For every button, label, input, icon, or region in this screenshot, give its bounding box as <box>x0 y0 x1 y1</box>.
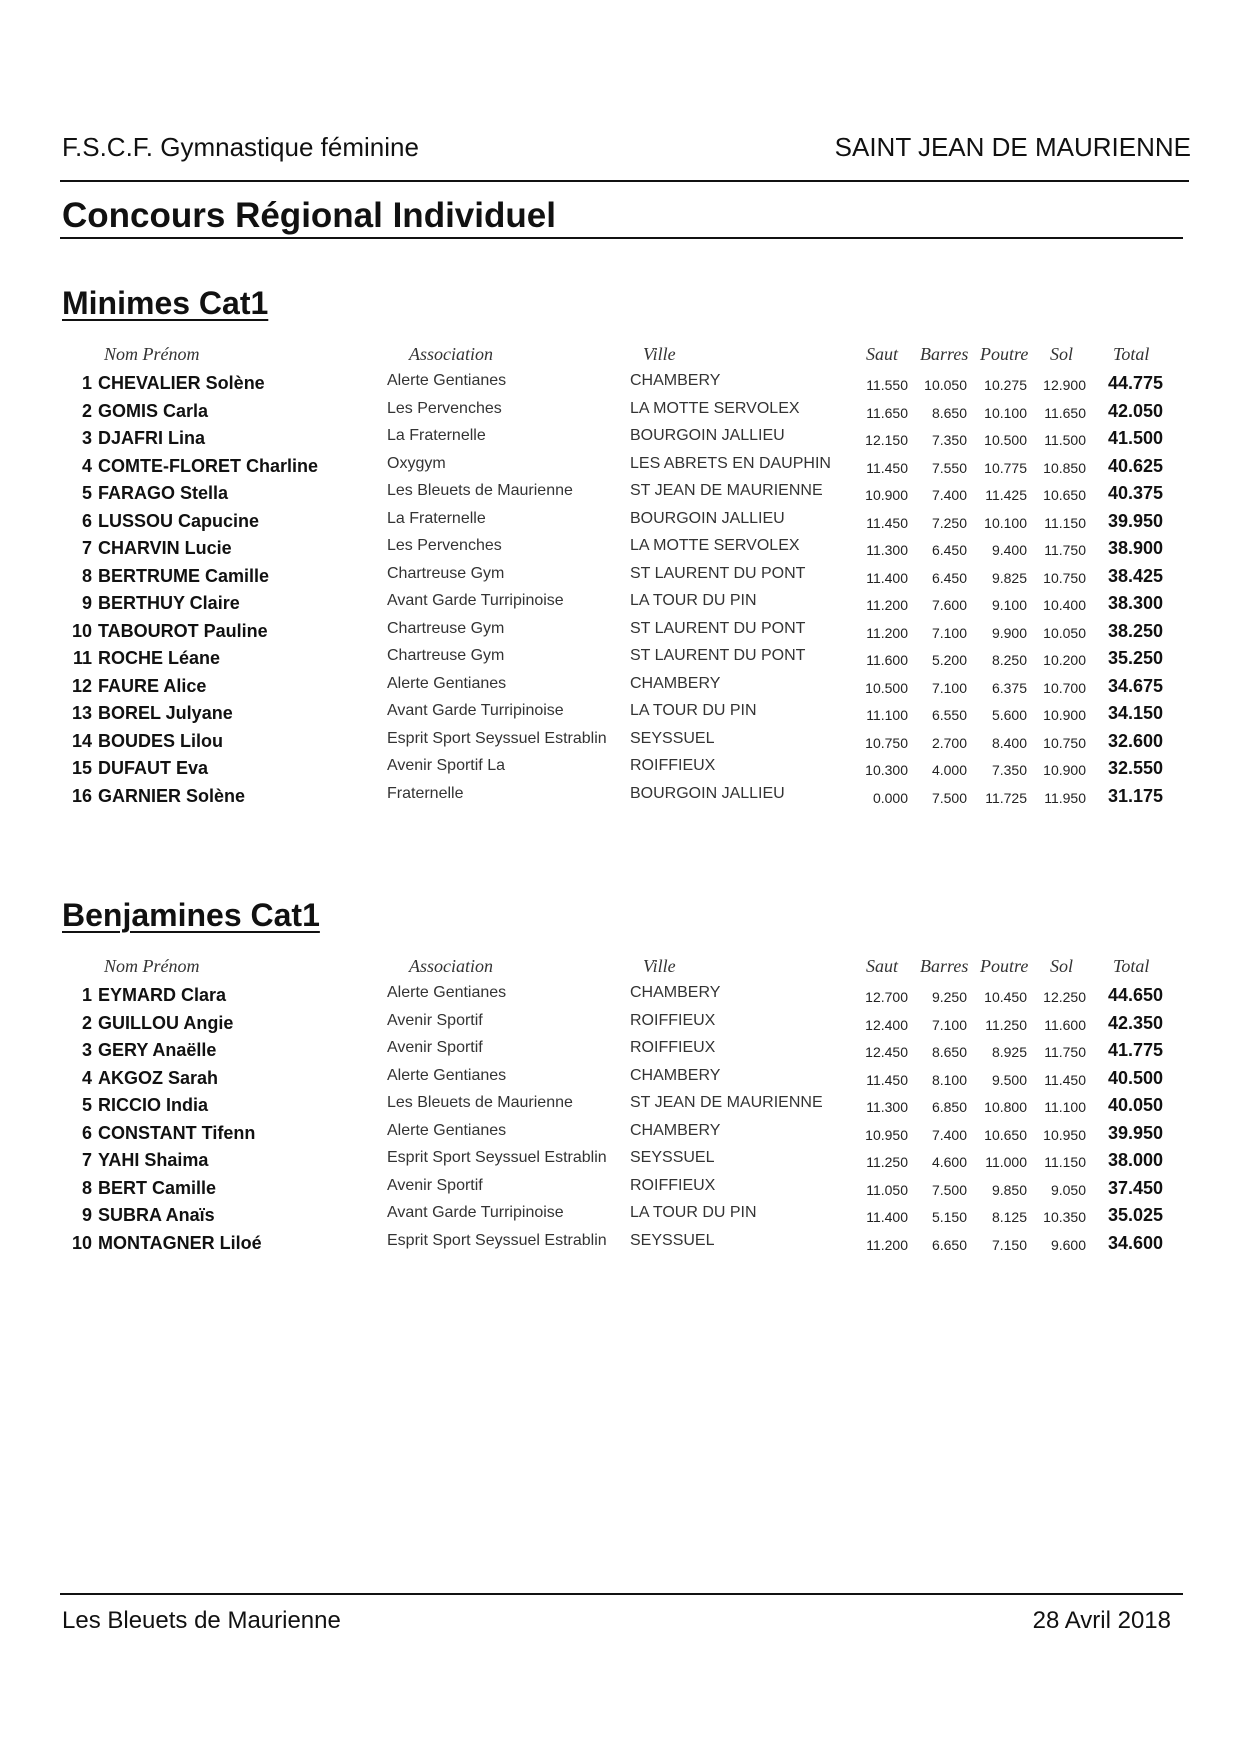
cell-sol: 10.750 <box>1043 734 1086 751</box>
cell-poutre: 7.350 <box>991 762 1027 778</box>
table-row <box>0 589 1241 619</box>
cell-poutre: 6.375 <box>991 679 1027 696</box>
cell-saut: 11.200 <box>866 597 908 613</box>
cell-barres: 4.600 <box>931 1154 967 1170</box>
footer-club: Les Bleuets de Maurienne <box>62 1607 341 1634</box>
cell-ville: ROIFFIEUX <box>630 1176 716 1194</box>
cell-total: 42.350 <box>1107 1012 1163 1033</box>
cell-name: GARNIER Solène <box>98 785 246 806</box>
cell-name: RICCIO India <box>98 1095 209 1115</box>
cell-name: COMTE-FLORET Charline <box>98 455 318 476</box>
cell-ville: ST LAURENT DU PONT <box>630 564 806 582</box>
cell-name: CONSTANT Tifenn <box>98 1122 256 1143</box>
cell-saut: 11.200 <box>866 624 908 641</box>
cell-sol: 10.750 <box>1043 569 1086 586</box>
section-title: Minimes Cat1 <box>62 285 269 321</box>
cell-rank: 3 <box>81 1040 92 1060</box>
cell-barres: 8.650 <box>931 1044 967 1060</box>
cell-sol: 11.600 <box>1044 1016 1086 1033</box>
cell-assoc: Avenir Sportif La <box>387 757 505 774</box>
cell-sol: 11.950 <box>1044 789 1086 806</box>
cell-saut: 11.300 <box>866 542 908 558</box>
cell-total: 39.950 <box>1107 510 1163 531</box>
cell-poutre: 10.275 <box>984 377 1027 393</box>
cell-rank: 9 <box>81 593 92 613</box>
cell-ville: BOURGOIN JALLIEU <box>630 427 785 444</box>
table-row <box>0 782 1241 812</box>
cell-sol: 10.400 <box>1043 597 1086 613</box>
cell-total: 41.775 <box>1107 1040 1163 1060</box>
cell-saut: 10.900 <box>865 487 908 503</box>
column-header-name: Nom Prénom <box>104 344 200 364</box>
cell-barres: 7.100 <box>931 1016 967 1033</box>
cell-sol: 10.950 <box>1043 1126 1086 1143</box>
cell-assoc: Les Bleuets de Maurienne <box>387 1094 573 1111</box>
cell-assoc: Avenir Sportif <box>387 1039 483 1056</box>
cell-rank: 6 <box>81 1122 92 1143</box>
cell-total: 37.450 <box>1107 1177 1163 1198</box>
cell-poutre: 8.400 <box>991 734 1027 751</box>
header-rule <box>60 180 1189 182</box>
cell-name: DJAFRI Lina <box>98 428 206 448</box>
section-title: Benjamines Cat1 <box>62 897 320 933</box>
cell-barres: 9.250 <box>931 989 967 1005</box>
cell-barres: 7.100 <box>931 679 967 696</box>
cell-poutre: 9.850 <box>991 1181 1027 1198</box>
cell-ville: ROIFFIEUX <box>630 1039 716 1056</box>
cell-rank: 12 <box>71 675 92 696</box>
cell-ville: LA TOUR DU PIN <box>630 702 757 719</box>
page-title: Concours Régional Individuel <box>62 196 556 235</box>
cell-ville: CHAMBERY <box>630 372 721 389</box>
cell-total: 34.150 <box>1107 703 1163 723</box>
cell-name: BERTHUY Claire <box>98 593 240 613</box>
table-row <box>0 1009 1241 1039</box>
cell-rank: 10 <box>71 620 92 641</box>
cell-rank: 5 <box>81 1095 92 1115</box>
cell-name: BERT Camille <box>98 1177 217 1198</box>
cell-sol: 10.050 <box>1043 624 1086 641</box>
cell-saut: 11.450 <box>866 1071 908 1088</box>
column-header-sol: Sol <box>1050 344 1074 364</box>
cell-barres: 10.050 <box>924 377 967 393</box>
cell-ville: SEYSSUEL <box>630 1231 715 1249</box>
cell-name: BERTRUME Camille <box>98 565 270 586</box>
table-row <box>0 727 1241 757</box>
table-row <box>0 699 1241 729</box>
cell-name: GUILLOU Angie <box>98 1012 234 1033</box>
cell-rank: 7 <box>81 1150 92 1170</box>
cell-ville: SEYSSUEL <box>630 729 715 747</box>
cell-saut: 10.300 <box>865 762 908 778</box>
cell-rank: 16 <box>71 785 92 806</box>
cell-name: ROCHE Léane <box>98 648 221 668</box>
column-header-total: Total <box>1113 344 1150 364</box>
cell-name: GOMIS Carla <box>98 400 209 421</box>
cell-sol: 11.650 <box>1044 404 1086 421</box>
cell-assoc: Alerte Gentianes <box>387 372 507 389</box>
cell-name: SUBRA Anaïs <box>98 1205 215 1225</box>
cell-assoc: Avenir Sportif <box>387 1176 483 1194</box>
cell-ville: CHAMBERY <box>630 984 721 1001</box>
cell-assoc: Les Bleuets de Maurienne <box>387 482 573 499</box>
cell-rank: 6 <box>81 510 92 531</box>
cell-name: FAURE Alice <box>98 675 207 696</box>
cell-total: 44.775 <box>1107 373 1163 393</box>
column-header-assoc: Association <box>409 344 493 364</box>
cell-name: CHARVIN Lucie <box>98 538 232 558</box>
cell-sol: 10.850 <box>1043 459 1086 476</box>
cell-poutre: 8.925 <box>991 1044 1027 1060</box>
cell-sol: 10.900 <box>1043 762 1086 778</box>
cell-total: 42.050 <box>1107 400 1163 421</box>
cell-assoc: Chartreuse Gym <box>387 647 505 664</box>
cell-poutre: 9.500 <box>991 1071 1027 1088</box>
cell-assoc: Avant Garde Turripinoise <box>387 592 564 609</box>
cell-ville: ST JEAN DE MAURIENNE <box>630 1094 823 1111</box>
cell-poutre: 9.825 <box>991 569 1027 586</box>
cell-barres: 6.650 <box>931 1236 967 1253</box>
column-header-sol: Sol <box>1050 956 1074 976</box>
column-header-saut: Saut <box>866 956 899 976</box>
cell-rank: 4 <box>81 455 92 476</box>
cell-total: 44.650 <box>1107 985 1163 1005</box>
cell-saut: 10.500 <box>865 679 908 696</box>
cell-total: 38.000 <box>1107 1150 1163 1170</box>
column-header-total: Total <box>1113 956 1150 976</box>
table-row <box>0 1146 1241 1176</box>
cell-name: BOUDES Lilou <box>98 730 223 751</box>
cell-barres: 7.600 <box>931 597 967 613</box>
title-rule <box>60 237 1183 239</box>
cell-assoc: Alerte Gentianes <box>387 674 507 692</box>
cell-barres: 7.550 <box>931 459 967 476</box>
cell-barres: 6.450 <box>931 569 967 586</box>
cell-barres: 6.850 <box>931 1099 967 1115</box>
table-row <box>0 424 1241 454</box>
cell-barres: 5.200 <box>931 652 967 668</box>
cell-assoc: Chartreuse Gym <box>387 564 505 582</box>
cell-ville: CHAMBERY <box>630 674 721 692</box>
cell-barres: 7.500 <box>931 1181 967 1198</box>
cell-barres: 8.650 <box>931 404 967 421</box>
column-header-ville: Ville <box>643 956 676 976</box>
cell-total: 40.625 <box>1107 455 1163 476</box>
table-row <box>0 1036 1241 1066</box>
table-row <box>0 479 1241 509</box>
cell-barres: 5.150 <box>931 1209 967 1225</box>
cell-assoc: Avenir Sportif <box>387 1011 483 1029</box>
cell-assoc: Fraternelle <box>387 784 464 802</box>
cell-poutre: 8.250 <box>991 652 1027 668</box>
table-row <box>0 672 1241 702</box>
cell-barres: 7.400 <box>931 1126 967 1143</box>
cell-name: BOREL Julyane <box>98 703 233 723</box>
column-header-poutre: Poutre <box>980 344 1029 364</box>
cell-saut: 10.950 <box>865 1126 908 1143</box>
cell-ville: LA TOUR DU PIN <box>630 1204 757 1221</box>
cell-rank: 2 <box>81 1012 92 1033</box>
cell-rank: 1 <box>81 373 92 393</box>
cell-poutre: 11.725 <box>985 789 1027 806</box>
cell-saut: 12.450 <box>865 1044 908 1060</box>
table-row <box>0 1229 1241 1259</box>
footer-rule <box>60 1593 1183 1595</box>
cell-assoc: Alerte Gentianes <box>387 1121 507 1139</box>
cell-sol: 11.100 <box>1044 1099 1086 1115</box>
cell-ville: SEYSSUEL <box>630 1149 715 1166</box>
cell-rank: 3 <box>81 428 92 448</box>
cell-name: FARAGO Stella <box>98 483 229 503</box>
cell-saut: 11.450 <box>866 459 908 476</box>
cell-poutre: 7.150 <box>991 1236 1027 1253</box>
table-row <box>0 644 1241 674</box>
cell-total: 38.425 <box>1107 565 1163 586</box>
cell-barres: 8.100 <box>931 1071 967 1088</box>
cell-saut: 11.400 <box>866 1209 908 1225</box>
cell-name: YAHI Shaima <box>98 1150 209 1170</box>
cell-poutre: 9.400 <box>991 542 1027 558</box>
cell-saut: 11.650 <box>866 404 908 421</box>
cell-rank: 13 <box>71 703 92 723</box>
table-row <box>0 534 1241 564</box>
cell-barres: 7.250 <box>931 514 967 531</box>
cell-total: 34.675 <box>1107 675 1163 696</box>
cell-total: 40.375 <box>1107 483 1163 503</box>
column-header-barres: Barres <box>920 956 969 976</box>
table-row <box>0 397 1241 427</box>
cell-poutre: 10.800 <box>984 1099 1027 1115</box>
cell-ville: BOURGOIN JALLIEU <box>630 509 785 527</box>
cell-assoc: La Fraternelle <box>387 427 486 444</box>
cell-ville: ROIFFIEUX <box>630 1011 716 1029</box>
cell-assoc: Esprit Sport Seyssuel Estrablin <box>387 729 607 747</box>
cell-saut: 11.550 <box>866 377 908 393</box>
cell-name: CHEVALIER Solène <box>98 373 265 393</box>
cell-sol: 11.450 <box>1044 1071 1086 1088</box>
cell-ville: LA MOTTE SERVOLEX <box>630 537 800 554</box>
cell-assoc: Esprit Sport Seyssuel Estrablin <box>387 1149 607 1166</box>
table-row <box>0 1064 1241 1094</box>
cell-rank: 5 <box>81 483 92 503</box>
cell-total: 38.300 <box>1107 593 1163 613</box>
cell-saut: 11.050 <box>866 1181 908 1198</box>
cell-sol: 10.900 <box>1043 707 1086 723</box>
cell-total: 38.250 <box>1107 620 1163 641</box>
cell-rank: 11 <box>72 648 92 668</box>
cell-saut: 12.400 <box>865 1016 908 1033</box>
cell-rank: 10 <box>71 1232 92 1253</box>
cell-rank: 9 <box>81 1205 92 1225</box>
cell-poutre: 10.650 <box>984 1126 1027 1143</box>
cell-saut: 11.200 <box>866 1236 908 1253</box>
cell-assoc: Alerte Gentianes <box>387 1066 507 1084</box>
cell-sol: 10.350 <box>1043 1209 1086 1225</box>
cell-sol: 9.050 <box>1050 1181 1086 1198</box>
footer-date: 28 Avril 2018 <box>1032 1607 1171 1634</box>
cell-rank: 8 <box>81 565 92 586</box>
cell-ville: LES ABRETS EN DAUPHIN <box>630 454 831 472</box>
cell-total: 32.600 <box>1107 730 1163 751</box>
cell-barres: 2.700 <box>931 734 967 751</box>
cell-rank: 1 <box>81 985 92 1005</box>
cell-ville: ST LAURENT DU PONT <box>630 647 806 664</box>
cell-total: 40.050 <box>1107 1095 1163 1115</box>
cell-sol: 11.500 <box>1044 432 1086 448</box>
cell-total: 34.600 <box>1107 1232 1163 1253</box>
cell-total: 35.250 <box>1107 648 1163 668</box>
column-header-name: Nom Prénom <box>104 956 200 976</box>
cell-name: MONTAGNER Liloé <box>98 1232 262 1253</box>
cell-ville: ST JEAN DE MAURIENNE <box>630 482 823 499</box>
cell-assoc: Chartreuse Gym <box>387 619 505 637</box>
cell-poutre: 11.000 <box>985 1154 1027 1170</box>
cell-ville: CHAMBERY <box>630 1066 721 1084</box>
cell-barres: 4.000 <box>931 762 967 778</box>
cell-assoc: Esprit Sport Seyssuel Estrablin <box>387 1231 607 1249</box>
table-row <box>0 369 1241 399</box>
cell-name: GERY Anaëlle <box>98 1040 217 1060</box>
cell-sol: 11.750 <box>1044 542 1086 558</box>
cell-total: 35.025 <box>1107 1205 1163 1225</box>
cell-poutre: 10.775 <box>984 459 1027 476</box>
cell-sol: 12.900 <box>1043 377 1086 393</box>
cell-poutre: 5.600 <box>991 707 1027 723</box>
cell-total: 38.900 <box>1107 538 1163 558</box>
cell-poutre: 8.125 <box>991 1209 1027 1225</box>
cell-saut: 12.700 <box>865 989 908 1005</box>
table-row <box>0 562 1241 592</box>
cell-name: LUSSOU Capucine <box>98 510 260 531</box>
cell-ville: LA MOTTE SERVOLEX <box>630 399 800 417</box>
cell-poutre: 10.450 <box>984 989 1027 1005</box>
cell-barres: 7.400 <box>931 487 967 503</box>
cell-ville: CHAMBERY <box>630 1121 721 1139</box>
cell-assoc: Les Pervenches <box>387 537 502 554</box>
cell-sol: 12.250 <box>1043 989 1086 1005</box>
cell-total: 32.550 <box>1107 758 1163 778</box>
cell-sol: 10.700 <box>1043 679 1086 696</box>
table-row <box>0 1119 1241 1149</box>
cell-poutre: 10.500 <box>984 432 1027 448</box>
cell-sol: 10.650 <box>1043 487 1086 503</box>
cell-saut: 0.000 <box>872 789 908 806</box>
cell-rank: 7 <box>81 538 92 558</box>
cell-sol: 11.750 <box>1044 1044 1086 1060</box>
cell-poutre: 9.900 <box>991 624 1027 641</box>
cell-total: 31.175 <box>1107 785 1163 806</box>
cell-rank: 14 <box>71 730 92 751</box>
cell-saut: 11.400 <box>866 569 908 586</box>
table-row <box>0 507 1241 537</box>
cell-rank: 4 <box>81 1067 92 1088</box>
cell-total: 40.500 <box>1107 1067 1163 1088</box>
cell-name: EYMARD Clara <box>98 985 227 1005</box>
cell-barres: 7.100 <box>931 624 967 641</box>
cell-rank: 15 <box>71 758 92 778</box>
cell-total: 41.500 <box>1107 428 1163 448</box>
venue-label: SAINT JEAN DE MAURIENNE <box>834 132 1191 162</box>
table-row <box>0 1201 1241 1231</box>
cell-ville: LA TOUR DU PIN <box>630 592 757 609</box>
cell-sol: 11.150 <box>1044 514 1086 531</box>
cell-saut: 11.600 <box>866 652 908 668</box>
cell-saut: 10.750 <box>865 734 908 751</box>
column-header-assoc: Association <box>409 956 493 976</box>
table-row <box>0 617 1241 647</box>
cell-rank: 8 <box>81 1177 92 1198</box>
cell-barres: 7.350 <box>931 432 967 448</box>
column-header-poutre: Poutre <box>980 956 1029 976</box>
cell-rank: 2 <box>81 400 92 421</box>
column-header-barres: Barres <box>920 344 969 364</box>
cell-assoc: Avant Garde Turripinoise <box>387 702 564 719</box>
cell-sol: 9.600 <box>1050 1236 1086 1253</box>
cell-assoc: Avant Garde Turripinoise <box>387 1204 564 1221</box>
cell-saut: 11.300 <box>866 1099 908 1115</box>
cell-ville: BOURGOIN JALLIEU <box>630 784 785 802</box>
cell-barres: 6.550 <box>931 707 967 723</box>
cell-assoc: Les Pervenches <box>387 399 502 417</box>
cell-saut: 11.450 <box>866 514 908 531</box>
column-header-saut: Saut <box>866 344 899 364</box>
cell-poutre: 10.100 <box>984 514 1027 531</box>
cell-poutre: 11.425 <box>985 487 1027 503</box>
table-row <box>0 754 1241 784</box>
cell-total: 39.950 <box>1107 1122 1163 1143</box>
cell-assoc: Alerte Gentianes <box>387 984 507 1001</box>
table-row <box>0 1091 1241 1121</box>
column-header-ville: Ville <box>643 344 676 364</box>
cell-barres: 7.500 <box>931 789 967 806</box>
cell-saut: 12.150 <box>865 432 908 448</box>
cell-name: DUFAUT Eva <box>98 758 209 778</box>
cell-poutre: 9.100 <box>991 597 1027 613</box>
cell-sol: 10.200 <box>1043 652 1086 668</box>
cell-ville: ST LAURENT DU PONT <box>630 619 806 637</box>
cell-saut: 11.100 <box>866 707 908 723</box>
cell-ville: ROIFFIEUX <box>630 757 716 774</box>
cell-poutre: 11.250 <box>985 1016 1027 1033</box>
cell-name: TABOUROT Pauline <box>98 620 268 641</box>
cell-sol: 11.150 <box>1044 1154 1086 1170</box>
cell-assoc: La Fraternelle <box>387 509 486 527</box>
cell-assoc: Oxygym <box>387 454 446 472</box>
cell-barres: 6.450 <box>931 542 967 558</box>
cell-name: AKGOZ Sarah <box>98 1067 219 1088</box>
cell-saut: 11.250 <box>866 1154 908 1170</box>
federation-label: F.S.C.F. Gymnastique féminine <box>62 132 419 162</box>
table-row <box>0 452 1241 482</box>
table-row <box>0 981 1241 1011</box>
table-row <box>0 1174 1241 1204</box>
cell-poutre: 10.100 <box>984 404 1027 421</box>
